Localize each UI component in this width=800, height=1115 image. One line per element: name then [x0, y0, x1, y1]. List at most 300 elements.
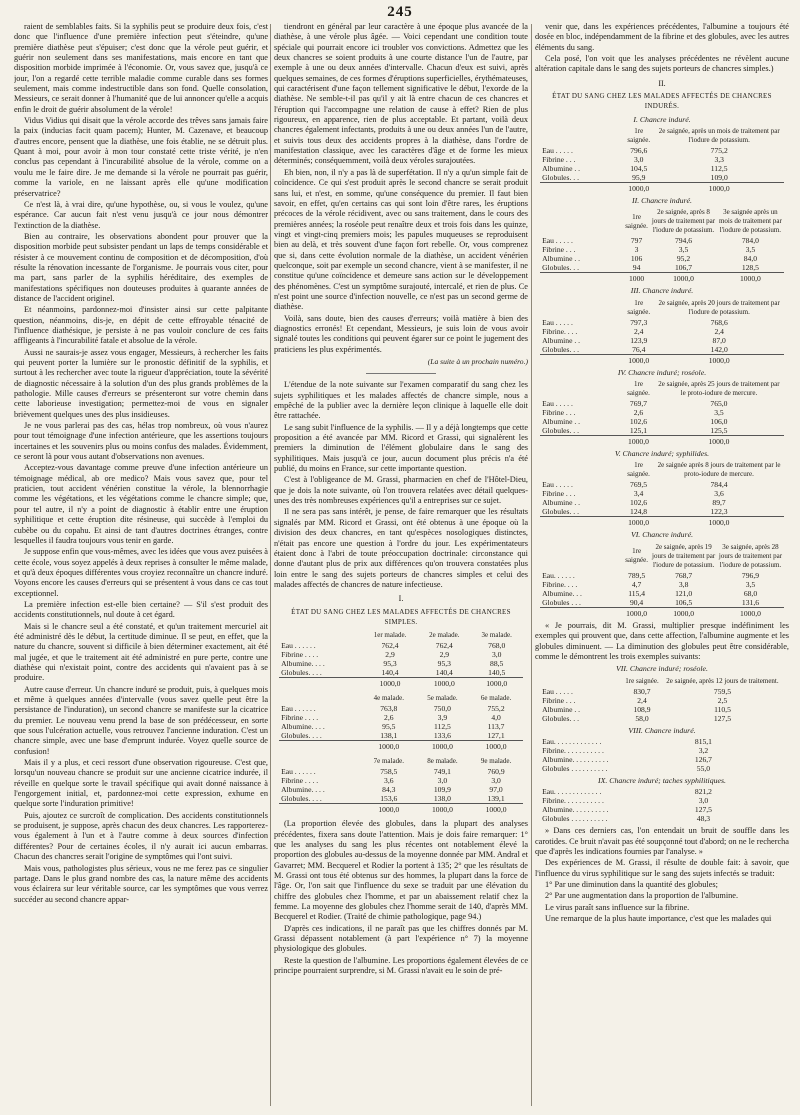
table-cell: 133,6 [433, 731, 451, 741]
table-cell: 2,9 [385, 650, 395, 660]
table-row [279, 668, 523, 678]
table-row [540, 687, 784, 696]
table-row [279, 767, 523, 776]
table-cell: 102,6 [630, 498, 648, 508]
table-column-header: 1re saignée. [625, 547, 648, 565]
table-total-empty [540, 436, 623, 447]
table-cell: 794,6 [674, 236, 693, 246]
table-cell: 821,2 [694, 787, 712, 797]
table-row-label: Eau. . . . . . . . . . . . . [542, 736, 602, 746]
table-cell: 127,5 [694, 805, 712, 815]
paragraph: « Je pourrais, dit M. Grassi, multiplier presque indéfiniment les exemples qui prouvent que, dans cette affection, l'albumine augmente et les globules diminuent. — La diminution des globules peut être considérable, comme le démontrent les trois exemples suivants: [535, 620, 789, 661]
table-cell: 797,3 [630, 317, 648, 327]
paragraph: Vidus Vidius qui disait que la vérole accorde des trêves sans jamais faire la paix (inducias facit quam pacem); Hunter, M. Cazenave, et beaucoup d'autres encore, pensent que la diathèse, une fois établie, ne se détruit plus. Quant à moi, pour avoir à mon tour constaté cette triste vérité, je n'en conclus pas cependant à l'incurabilité absolue de la vérole, comme on a voulu me le faire dire. Je me demande si la vérole ne pourrait pas guérir, comme la variole, en ne laissant après elle qu'une modification préservatrice? [14, 116, 268, 198]
table-cell: 784,4 [710, 480, 728, 490]
table-cell: 760,9 [487, 767, 505, 777]
table-row-label: Eau . . . . . [542, 480, 573, 490]
table-cell: 84,0 [743, 254, 758, 264]
table-column-header: 7e malade. [373, 757, 404, 766]
table-row [540, 164, 784, 173]
table-total-row [540, 354, 784, 365]
table-cell: 142,0 [710, 344, 728, 354]
table-cell: 750,0 [433, 704, 451, 714]
table-cell: 109,0 [710, 173, 728, 183]
paragraph: Et néanmoins, pardonnez-moi d'insister ainsi sur cette palpitante question, néanmoins, dis-je, en dépit de cette effroyable ténacité de l'influence diathésique, je persiste à ne pas vouloir conclure de ces faits affligeants à l'incurabilité fatale et absolue de la vérole. [14, 305, 268, 346]
table-cell: 784,0 [741, 236, 759, 246]
table-cell: 3,5 [714, 408, 724, 418]
paragraph: L'étendue de la note suivante sur l'examen comparatif du sang chez les sujets syphilitiques et les malades affectés de chancre simple, nous a empêché de la publier avec la dernière leçon clinique à laquelle elle doit être rattachée. [274, 380, 528, 421]
blood-analysis-table [540, 737, 784, 773]
table-cell: 3,5 [678, 245, 689, 255]
table-cell: 89,7 [712, 498, 726, 508]
table-cell: 123,9 [630, 335, 648, 345]
table-cell: 758,5 [380, 767, 398, 777]
table-row-label: Fibrine . . . [542, 408, 576, 418]
table-cell: 3,5 [745, 245, 756, 255]
table-row [279, 659, 523, 668]
table-total-cell: 1000 [623, 273, 650, 284]
table-cell: 95,3 [383, 659, 397, 669]
table-cell: 122,3 [710, 507, 728, 517]
table-cell: 749,1 [433, 767, 451, 777]
table-cell: 3,0 [491, 776, 501, 786]
table-cell: 125,5 [710, 426, 728, 436]
table-row-label: Eau. . . . . . [542, 570, 575, 580]
table-row [540, 696, 784, 705]
table-cell: 90,4 [629, 597, 644, 607]
table-column-header: 2e saignée après 8 jours de traitement par le proto-iodure de mercure. [657, 461, 781, 479]
table-total-row [540, 517, 784, 528]
table-row [540, 805, 784, 814]
table-total-cell: 1000,0 [654, 436, 784, 447]
table-column-header: 1re saignée. [625, 676, 659, 685]
table-cell: 3,6 [714, 489, 724, 499]
table-column-header: 2e saignée, après 20 jours de traitement par l'iodure de potassium. [658, 298, 780, 316]
table-total-cell: 1000,0 [717, 607, 784, 618]
table-cell: 3 [634, 245, 639, 255]
table-row-label: Eau . . . . . [542, 686, 573, 696]
table-cell: 796,6 [630, 146, 648, 156]
table-total-row [279, 804, 523, 815]
table-cell: 131,6 [741, 597, 760, 607]
table-row-label: Globules. . . [542, 344, 579, 354]
table-row-label: Albumine. . . . . . . . . . [542, 805, 609, 815]
table-column-header: 6e malade. [480, 694, 512, 703]
table-row-label: Fibrine. . . . . . . . . . . [542, 745, 604, 755]
paragraph: Mais vous, pathologistes plus sérieux, vous ne me ferez pas ce singulier partage. Dans le plus grand nombre des cas, la nature même des accidents vous éclairera sur leur véritable source, car les symptômes que vous verrez succéder au second chancre appar- [14, 863, 268, 904]
table-cell: 94 [632, 263, 641, 273]
table-row-label: Fibrine. . . . [542, 579, 578, 589]
table-total-cell: 1000,0 [655, 354, 784, 365]
table-cell: 106 [630, 254, 643, 264]
table-total-cell: 1000,0 [654, 517, 784, 528]
page-number: 245 [387, 4, 413, 20]
table-row-label: Globules . . . [542, 597, 581, 607]
table-column-header: 3e saignée après un mois de traitement par l'iodure de potassium. [718, 208, 782, 235]
table-row [540, 507, 784, 517]
table-row [540, 345, 784, 355]
table-column-header: 1er malade. [373, 631, 407, 640]
table-title: ÉTAT DU SANG CHEZ LES MALADES AFFECTÉS DE CHANCRES SIMPLES. [291, 607, 511, 626]
table-total-cell: 1000,0 [469, 804, 523, 815]
paragraph: » Dans ces derniers cas, l'on entendait un bruit de souffle dans les carotides. Ce bruit n'avait pas été soupçonné tout d'abord; on ne le rechercha que d'après les indications fournies par l'analyse. » [535, 826, 789, 856]
table-cell: 58,0 [635, 713, 649, 723]
experiment-block [535, 286, 789, 364]
table-cell: 3,0 [698, 796, 709, 806]
table-cell: 102,6 [629, 417, 648, 427]
table-total-cell: 1000,0 [623, 354, 655, 365]
paragraph: Le sang subit l'influence de la syphilis. — Il y a déjà longtemps que cette proposition a été avancée par MM. Ricord et Grassi, qui signalèrent les premiers la diminution de l'élément globulaire dans le sang des syphilitiques. Mais jusqu'à ce jour, aucun document plus précis n'a été publié, du moins en France, sur cette importante question. [274, 422, 528, 474]
experiment-title: IX. Chancre induré; taches syphilitiques. [598, 775, 726, 785]
table-column-header: 8e malade. [427, 757, 458, 766]
experiment-title: IV. Chancre induré; roséole. [617, 367, 707, 377]
table-column-header: 1re saignée. [627, 298, 651, 316]
table-row-label: Albumine. . . . [281, 785, 325, 795]
table-title: ÉTAT DU SANG CHEZ LES MALADES AFFECTÉS DE CHANCRES INDURÉS. [552, 92, 772, 111]
paragraph: Cela posé, l'on voit que les analyses précédentes ne révèlent aucune altération capitale dans le sang des sujets porteurs de chancres simples.) [535, 54, 789, 74]
table-row-label: Albumine . . [542, 254, 581, 264]
table-cell: 3,4 [633, 489, 644, 499]
table-number: I. [398, 594, 404, 604]
blood-analysis-table [279, 630, 523, 688]
table-row [540, 155, 784, 164]
table-cell: 125,1 [629, 426, 648, 436]
table-cell: 97,0 [489, 785, 503, 795]
table-cell: 3,0 [633, 155, 644, 165]
table-cell: 762,4 [381, 641, 399, 651]
table-total-cell: 1000,0 [655, 183, 784, 194]
table-row-label: Eau . . . . . . [281, 641, 316, 651]
table-row [279, 731, 523, 741]
table-cell: 775,2 [710, 146, 728, 156]
table-column-header: 2e saignée, après 8 jours de traitement par l'iodure de potassium. [651, 208, 716, 235]
table-row-label: Fibrine . . . [542, 245, 576, 255]
table-total-cell: 1000,0 [418, 678, 470, 689]
table-cell: 2,4 [633, 326, 644, 336]
table-row [540, 705, 784, 714]
table-cell: 763,8 [380, 704, 398, 714]
blood-analysis-table [540, 542, 784, 618]
paragraph: Eh bien, non, il n'y a pas là de superfétation. Il n'y a qu'un simple fait de coïncidence. Ce qui s'est produit après le second chancre se serait produit sans lui, et n'est, en somme, qu'une conséquence du premier. Il faut bien savoir, en effet, qu'en certains cas qui sont loin d'être rares, les éruptions précoces de la vérole récidivent, avec ou sans traitement, dans le cours des premières années; la roséole peut renaître deux et trois fois dans les quinze, vingt et vingt-cinq premiers mois; les papules muqueuses se reproduisent bien au delà, et très souvent d'une façon fort rebelle. Or, vous comprenez que si, dans cette évolution normale de la diathèse, un accident vénérien quelconque, soit par exemple un second chancre, vient à se manifester, il ne constitue qu'une coïncidence et demeure sans action sur le développement des phénomènes. C'est un symptôme surajouté, intercalé, et rien de plus. Ce n'est point une source d'infection nouvelle, ce n'est pas un second germe de diathèse. [274, 167, 528, 312]
table-cell: 769,5 [630, 480, 648, 490]
table-row-label: Globules. . . . [281, 794, 322, 804]
paragraph: Autre cause d'erreur. Un chancre induré se produit, puis, à quelques mois et même à quelques années d'intervalle (vous savez quelle peut être la persistance de l'induration), un second chancre se manifeste sur la cicatrice du premier. Le nouveau venu prend la base de son prédécesseur, en sorte que sous l'ulcération actuelle, vous retrouvez l'ancienne induration. C'est un chancre simple, avec une base d'emprunt indurée. Voyez quelle source de confusion! [14, 684, 268, 756]
table-cell: 3,3 [714, 155, 724, 165]
table-row [540, 589, 784, 598]
table-cell: 95,3 [437, 659, 451, 669]
table-row-label: Fibrine . . . [542, 155, 576, 165]
table-row-label: Eau . . . . . [542, 399, 573, 409]
table-cell: 765,0 [710, 399, 728, 409]
table-row-label: Albumine . . [542, 417, 581, 427]
table-row [279, 722, 523, 731]
table-row-label: Globules. . . [542, 263, 579, 273]
table-total-empty [279, 804, 362, 815]
table-row [540, 173, 784, 183]
table-cell: 138,1 [380, 731, 398, 741]
table-cell: 110,5 [714, 704, 731, 714]
paragraph: C'est à l'obligeance de M. Grassi, pharmacien en chef de l'Hôtel-Dieu, que je dois la note suivante, où l'on trouvera relatées avec détail quelques-unes des très nombreuses expériences qu'il a entreprises sur ce sujet. [274, 475, 528, 506]
column-separator [270, 24, 271, 1106]
table-row [540, 714, 784, 723]
table-total-cell: 1000,0 [623, 517, 654, 528]
paragraph: Des expériences de M. Grassi, il résulte de double fait: à savoir, que l'influence du virus syphilitique sur le sang des sujets infectés se traduit: [535, 858, 789, 878]
table-cell: 124,8 [630, 507, 648, 517]
table-total-cell: 1000,0 [469, 741, 523, 752]
paragraph: raient de semblables faits. Si la syphilis peut se produire deux fois, c'est donc que l'influence d'une première infection peut s'éteindre, qu'une première diathèse peut s'épuiser; c'est donc que la vérole peut guérir, et guérir non seulement dans ses manifestations, mais encore en tant que disposition morbide imprimée à l'économie. Or, vous savez que, jusqu'à ce jour, l'on a regardé cette terrible maladie comme curable dans ses formes seulement, mais comme indestructible dans son fond. Quelle consolation, Messieurs, ce serait donner à l'humanité que de lui annoncer qu'elle a acquis enfin le droit de guérir absolument de la vérole! [14, 22, 268, 114]
table-total-cell: 1000,0 [362, 741, 416, 752]
table-cell: 768,6 [710, 317, 728, 327]
table-row-label: Eau . . . . . . [281, 767, 316, 777]
table-row-label: Eau . . . . . [542, 317, 573, 327]
blood-analysis-table [540, 298, 784, 365]
table-cell: 88,5 [490, 659, 504, 669]
right-column [535, 22, 789, 1110]
table-total-cell: 1000,0 [650, 273, 717, 284]
table-row [540, 146, 784, 155]
table-row-label: Fibrine . . . . [281, 713, 319, 723]
table-cell: 68,0 [743, 588, 758, 598]
experiment-block [535, 196, 789, 283]
table-cell: 2,5 [717, 695, 728, 705]
table-total-empty [540, 517, 623, 528]
table-row-label: Fibrine . . . [542, 489, 576, 499]
table-cell: 113,7 [487, 722, 505, 732]
table-row-label: Globules. . . [542, 173, 579, 183]
paragraph: (La proportion élevée des globules, dans la plupart des analyses précédentes, fixera sans doute l'attention. Mais je dois faire remarquer: 1° que les analyses du sang les plus récentes ont notablement élevé la proportion des globules au-dessus de la moyenne donnée par MM. Andral et Gavarret; MM. Becquerel et Rodier la portent à 135; 2° que les résultats de M. Grassi ont tous été obtenus sur des hommes, la plupart dans la force de l'âge. Or, l'on sait que l'influence du sexe se traduit par une élévation du chiffre des globules chez l'homme, et par un abaissement relatif chez la femme. La moyenne des globules chez l'homme serait de 140, d'après MM. Becquerel et Rodier. (Traité de chimie pathologique, page 94.) [274, 819, 528, 922]
blood-analysis-table [540, 207, 784, 283]
table-cell: 769,7 [629, 399, 648, 409]
table-cell: 4,7 [631, 579, 642, 589]
table-cell: 2,4 [637, 695, 647, 705]
paragraph: Puis, ajoutez ce surcroît de complication. Des accidents constitutionnels se produisent, je suppose, après chacun des deux chancres. Les rapporterez-vous également à l'un et à l'autre comme à deux sources d'infection différentes? Pour de certaines écoles, il n'y aurait ici aucun embarras. Chacun des chancres serait l'origine de symptômes qui l'ont suivi. [14, 810, 268, 862]
table-total-cell: 1000,0 [362, 678, 418, 689]
table-row-label: Fibrine. . . . [542, 326, 578, 336]
table-row [540, 755, 784, 764]
table-column-header: 1re saignée. [625, 212, 648, 230]
blood-analysis-table [540, 787, 784, 823]
table-total-row [540, 436, 784, 447]
table-cell: 759,5 [713, 686, 732, 696]
table-total-row [540, 183, 784, 194]
table-row-label: Albumine . . [542, 704, 581, 714]
table-cell: 95,2 [676, 254, 691, 264]
table-cell: 138,0 [433, 794, 451, 804]
middle-column [274, 22, 528, 1110]
paragraph: Le virus paraît sans influence sur la fibrine. [545, 902, 690, 912]
table-row-label: Globules. . . [542, 507, 579, 517]
table-number: II. [658, 78, 666, 88]
table-row-label: Globules. . . . [281, 668, 322, 678]
paragraph: venir que, dans les expériences précédentes, l'albumine a toujours été dosée en bloc, indépendamment de la fibrine et des globules, avec les autres éléments du sang. [535, 22, 789, 52]
table-total-empty [540, 354, 623, 365]
paragraph: 1° Par une diminution dans la quantité des globules; [545, 879, 718, 889]
column-separator [531, 24, 532, 1106]
table-column-header: 2e saignée, après 19 jours de traitement par l'iodure de potassium. [652, 542, 716, 569]
table-cell: 830,7 [633, 686, 651, 696]
paragraph: Mais si le chancre seul a été constaté, et qu'un traitement mercuriel ait été administré dès le début, la certitude diminue. Il se peut, en effet, que la nature du chancre, souvent si difficile à bien déterminer exactement, ait été mal jugée, et que le traitement ait été administré en pure perte, contre une diathèse qui n'existait point, contre des accidents qui n'avaient pas à se produire. [14, 621, 268, 683]
table-row [540, 245, 784, 254]
experiment-title: III. Chancre induré. [630, 286, 694, 296]
table-row [540, 814, 784, 823]
table-cell: 2,6 [633, 408, 644, 418]
table-header-empty [540, 460, 623, 480]
table-cell: 796,9 [741, 570, 760, 580]
table-row [279, 641, 523, 650]
experiment-block [535, 115, 789, 193]
table-row [540, 426, 784, 436]
table-column-header: 4e malade. [373, 694, 404, 703]
table-row [540, 236, 784, 245]
table-total-empty [540, 183, 623, 194]
table-cell: 768,0 [488, 641, 506, 651]
table-column-header: 1re saignée. [627, 127, 651, 145]
table-row [540, 746, 784, 755]
blood-analysis-table [279, 693, 523, 751]
left-column [14, 22, 268, 1110]
table-total-cell: 1000,0 [623, 436, 654, 447]
table-cell: 3,9 [437, 713, 448, 723]
continuation-note: (La suite à un prochain numéro.) [427, 357, 528, 366]
table-row-label: Albumine. . . . [281, 659, 325, 669]
experiment-title: II. Chancre induré. [632, 196, 692, 206]
paragraph: Reste la question de l'albumine. Les proportions également élevées de ce principe pourraient surprendre, si M. Grassi n'avait eu le soin de pré- [274, 955, 528, 976]
paragraph: Il ne sera pas sans intérêt, je pense, de faire remarquer que les résultats signalés par MM. Ricord et Grassi, ont été obtenus à une époque où la division des deux chancres, en tant qu'espèces nosologiques distinctes, n'était pas encore une question à l'ordre du jour. Les expérimentateurs étaient donc à l'abri de toute préoccupation doctrinale: circonstance qui donne d'autant plus de prix aux différences qu'on trouvera constatées plus loin entre le sang des sujets porteurs de chancres simples et celui des malades affectés de chancres de nature infectieuse. [274, 507, 528, 589]
table-cell: 112,5 [710, 164, 728, 174]
table-total-empty [279, 678, 362, 689]
blood-analysis-table [540, 126, 784, 193]
paragraph: Ce n'est là, à vrai dire, qu'une hypothèse, ou, si vous le voulez, qu'une espérance. Car aucun fait n'est venu jusqu'à ce jour nous démontrer l'extinction de la diathèse. [14, 199, 268, 230]
table-cell: 126,7 [694, 754, 712, 764]
table-header-empty [540, 542, 623, 571]
experiment-title: VII. Chancre induré; roséole. [616, 664, 708, 674]
table-cell: 797 [630, 236, 643, 246]
divider-rule [366, 373, 436, 374]
table-cell: 104,5 [630, 164, 648, 174]
table-row [540, 327, 784, 336]
table-total-row [540, 273, 784, 284]
experiment-block [535, 726, 789, 773]
experiment-block [535, 368, 789, 446]
table-cell: 95,5 [382, 722, 396, 732]
table-cell: 789,5 [628, 570, 646, 580]
table-cell: 115,4 [628, 588, 645, 598]
table-row-label: Fibrine. . . . . . . . . . . [542, 796, 604, 806]
table-cell: 106,0 [710, 417, 728, 427]
blood-analysis-table [540, 460, 784, 527]
table-column-header: 3e saignée, après 28 jours de traitement par l'iodure de potassium. [718, 542, 783, 569]
table-row-label: Globules. . . [542, 426, 579, 436]
table-row [540, 399, 784, 408]
experiment-title: I. Chancre induré. [633, 114, 691, 124]
table-cell: 139,1 [487, 794, 505, 804]
table-cell: 84,3 [382, 785, 396, 795]
table-cell: 128,5 [741, 263, 759, 273]
table-header-empty [540, 676, 623, 687]
table-row [279, 776, 523, 785]
paragraph: Mais il y a plus, et ceci ressort d'une observation rigoureuse. C'est que, lorsqu'un nouveau chancre se produit sur une ancienne cicatrice indurée, il réveille en quelque sorte le travail spécifique qui avait donné naissance à l'engorgement initial, et, pardonnez-moi cette expression, exhume en quelque sorte l'induration primitive! [14, 758, 268, 809]
table-total-row [279, 678, 523, 689]
paragraph: Voilà, sans doute, bien des causes d'erreurs; voilà matière à bien des diagnostics erronés! Et cependant, Messieurs, je suis loin de vous avoir signalé toutes les conditions qui peuvent égarer sur ce point le jugement des praticiens les plus expérimentés. [274, 313, 528, 354]
paragraph: Je ne vous parlerai pas des cas, hélas trop nombreux, où vous n'aurez pour tout témoignage d'une infection antérieure, que les assertions toujours incertaines et les souvenirs plus ou moins confus des malades. Évidemment, ce seront là pour vous autant d'observations non avenues. [14, 421, 268, 462]
table-row [540, 263, 784, 273]
table-row-label: Albumine. . . . [281, 722, 325, 732]
table-column-header: 2e saignée, après 12 jours de traitement. [666, 676, 779, 685]
table-row [279, 650, 523, 659]
table-total-empty [540, 273, 623, 284]
table-row-label: Albumine. . . [542, 588, 582, 598]
experiment-block [535, 449, 789, 527]
table-cell: 140,5 [488, 668, 506, 678]
table-row-label: Albumine . . [542, 498, 581, 508]
paragraph: Je suppose enfin que vous-mêmes, avec les idées que vous avez puisées à cette école, vous soyez appelés à deux reprises à consulter le même malade, et qu'à deux époques différentes vous croyiez reconnaître un chancre induré. Voyons encore les causes d'erreurs qui se présentent à vous dans ce cas tout exceptionnel. [14, 547, 268, 598]
table-cell: 87,0 [712, 335, 726, 345]
table-total-empty [540, 607, 623, 618]
table-row [279, 785, 523, 794]
table-cell: 3,6 [384, 776, 394, 786]
table-cell: 106,7 [674, 263, 693, 273]
table-header-empty [540, 379, 623, 399]
experiment-block [535, 530, 789, 617]
table-cell: 140,4 [435, 668, 453, 678]
table-row-label: Fibrine . . . . [281, 650, 319, 660]
table-row-label: Globules. . . [542, 713, 579, 723]
table-cell: 2,6 [384, 713, 394, 723]
table-row-label: Eau . . . . . [542, 146, 573, 156]
table-total-cell: 1000,0 [416, 741, 470, 752]
paragraph: Bien au contraire, les observations abondent pour prouver que la disposition morbide peut subsister pendant un laps de temps considérable et résister à ce mouvement continu de composition et de décomposition, d'où résulte la rénovation incessante de l'organisme. Je pourrais vous citer, pour ma part, sans parler de la syphilis héréditaire, des exemples de manifestations spécifiques non douteuses produites à quarante années de distance de l'accident originel. [14, 231, 268, 303]
blood-analysis-table [279, 756, 523, 814]
table-header-empty [279, 693, 362, 704]
table-header-empty [540, 207, 623, 236]
table-total-row [279, 741, 523, 752]
table-total-cell: 1000,0 [471, 678, 523, 689]
table-cell: 108,9 [633, 704, 651, 714]
paragraph: Une remarque de la plus haute importance, c'est que les malades qui [545, 913, 772, 923]
table-row-label: Globules. . . . [281, 731, 322, 741]
table-total-row [540, 607, 784, 618]
table-total-cell: 1000,0 [623, 607, 650, 618]
table-row [279, 794, 523, 804]
table-header-empty [279, 630, 362, 641]
table-row [540, 480, 784, 489]
table-row-label: Albumine. . . . . . . . . . [542, 754, 609, 764]
paragraph: Aussi ne saurais-je assez vous engager, Messieurs, à rechercher les faits qui peuvent porter la lumière sur le pronostic définitif de la syphilis, et surtout à les rechercher avec toute la rigueur d'appréciation, toute la sévérité de diagnostic nécessaire à la solution d'un des plus grands problèmes de la pathologie. Mille causes d'erreurs se présenteront sur votre chemin dans cette laborieuse investigation; permettez-moi de vous en signaler brièvement quelques unes des plus insidieuses. [14, 347, 268, 419]
table-total-cell: 1000,0 [362, 804, 416, 815]
table-cell: 127,5 [713, 713, 732, 723]
table-row-label: Eau . . . . . [542, 236, 573, 246]
table-column-header: 2e malade. [429, 631, 460, 640]
table-column-header: 3e malade. [481, 631, 512, 640]
table-header-empty [540, 298, 623, 318]
table-total-cell: 1000,0 [717, 273, 784, 284]
table-cell: 106,5 [675, 597, 693, 607]
table-cell: 2,4 [714, 326, 724, 336]
table-total-cell: 1000,0 [623, 183, 655, 194]
table-cell: 140,4 [381, 668, 399, 678]
table-row [540, 498, 784, 507]
table-row [540, 580, 784, 589]
table-cell: 755,2 [487, 704, 505, 714]
table-cell: 153,6 [380, 794, 398, 804]
experiment-block [535, 664, 789, 722]
table-column-header: 1re saignée. [627, 461, 650, 479]
table-column-header: 9e malade. [480, 757, 512, 766]
table-header-empty [540, 126, 623, 146]
table-column-header: 2e saignée, après 25 jours de traitement par le proto-iodure de mercure. [658, 380, 780, 398]
table-cell: 768,7 [675, 570, 693, 580]
table-row-label: Globules . . . . . . . . . . [542, 763, 608, 773]
